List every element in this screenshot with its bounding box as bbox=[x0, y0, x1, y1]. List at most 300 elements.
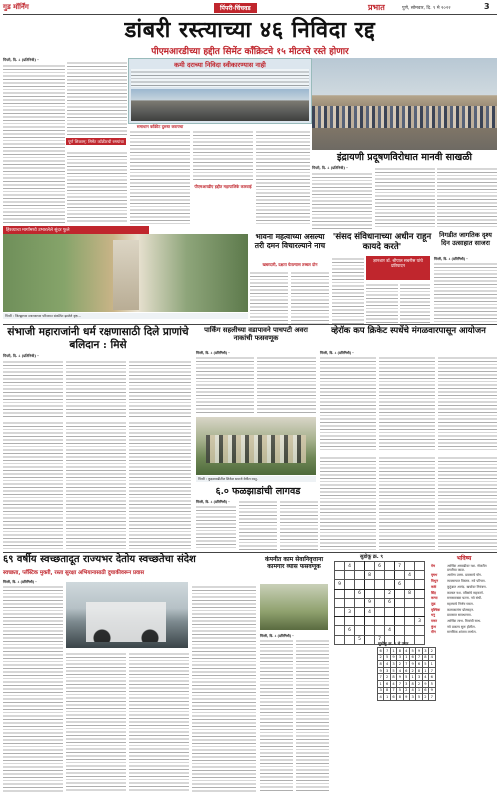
sudoku-cell bbox=[375, 607, 385, 616]
trees-col-2 bbox=[239, 499, 277, 550]
indrayani-col-1 bbox=[312, 171, 372, 229]
sudoku-cell: 8 bbox=[405, 589, 415, 598]
solution-cell: 1 bbox=[378, 680, 384, 687]
solution-cell: 2 bbox=[416, 680, 422, 687]
sudoku-row bbox=[335, 580, 425, 589]
sudoku-cell: 4 bbox=[365, 607, 375, 616]
solution-cell: 9 bbox=[429, 687, 435, 694]
solution-cell: 7 bbox=[397, 680, 403, 687]
solution-cell: 3 bbox=[416, 674, 422, 681]
cricket-col-4 bbox=[320, 455, 376, 550]
horoscope-sign: वृषभ bbox=[431, 573, 438, 578]
sudoku-cell bbox=[395, 589, 405, 598]
lead-inner-heading: कमी दराच्या निविदा स्वीकारण्यास नाही bbox=[174, 61, 266, 69]
sudoku-solution bbox=[377, 647, 436, 701]
solution-cell: 9 bbox=[409, 661, 415, 668]
solution-cell: 5 bbox=[384, 654, 390, 661]
sudoku-cell bbox=[395, 571, 405, 580]
sudoku-cell: 8 bbox=[365, 571, 375, 580]
lead-headline: डांबरी रस्त्याच्या ४६ निविदा रद्द bbox=[124, 17, 376, 43]
cricket-col-3 bbox=[438, 355, 497, 452]
solution-cell: 7 bbox=[403, 661, 409, 668]
sambhaji-col-3 bbox=[129, 359, 191, 417]
constitution-col-2 bbox=[366, 282, 398, 324]
sudoku-cell: 6 bbox=[385, 598, 395, 607]
horoscope-item bbox=[431, 613, 497, 617]
solution-cell: 4 bbox=[422, 674, 428, 681]
horoscope-text: व्यवसायात विस्तार. नवे परिचय. bbox=[447, 579, 486, 584]
solution-cell: 6 bbox=[416, 661, 422, 668]
indrayani-photo bbox=[312, 58, 497, 150]
solution-cell: 5 bbox=[403, 674, 409, 681]
horoscope-text: कामात यश. वरिष्ठांचे सहकार्य. bbox=[447, 590, 484, 595]
cricket-col-6 bbox=[438, 455, 497, 550]
sambhaji-col-5 bbox=[66, 420, 126, 550]
solution-cell: 5 bbox=[397, 687, 403, 694]
lead-subheadline: पीएमआरडीच्या हद्दीत सिमेंट कॉंक्रिटचे १५ मीटरचे रस्ते होणार bbox=[151, 47, 349, 57]
horoscope-item bbox=[431, 579, 497, 583]
sudoku-cell bbox=[365, 562, 375, 571]
horoscope-sign: वृश्चिक bbox=[431, 607, 440, 612]
cleanliness-dateline: पिंपरी, दि. ८ (प्रतिनिधी) - bbox=[3, 580, 37, 584]
sambhaji-col-1 bbox=[3, 359, 63, 417]
solution-cell: 7 bbox=[416, 654, 422, 661]
hero-caption: हिरव्याचा मार्गांमध्ये उभारलेले सुंदर फुले bbox=[3, 226, 149, 234]
horoscope-text: नवे प्रकल्प सुरू होतील. bbox=[447, 624, 476, 629]
solution-cell: 3 bbox=[384, 667, 390, 674]
solution-cell: 3 bbox=[409, 694, 415, 701]
solution-cell: 7 bbox=[429, 694, 435, 701]
sudoku-cell bbox=[355, 562, 365, 571]
solution-cell: 1 bbox=[416, 687, 422, 694]
sudoku-cell bbox=[385, 571, 395, 580]
sudoku-cell: 7 bbox=[375, 635, 385, 644]
pillar-photo bbox=[3, 234, 248, 312]
kamgar-dateline: पिंपरी, दि. ८ (प्रतिनिधी) - bbox=[260, 634, 294, 638]
lead-photo-frame bbox=[128, 58, 312, 124]
solution-cell: 8 bbox=[390, 674, 396, 681]
solution-row bbox=[378, 667, 436, 674]
sudoku-cell bbox=[335, 617, 345, 626]
cricket-col-5 bbox=[379, 455, 435, 550]
sudoku-cell: 5 bbox=[355, 635, 365, 644]
sudoku-cell bbox=[415, 598, 425, 607]
solution-cell: 4 bbox=[390, 680, 396, 687]
solution-cell: 7 bbox=[390, 687, 396, 694]
kamgar-photo bbox=[260, 584, 328, 630]
sudoku-grid bbox=[334, 561, 425, 645]
cricket-col-1 bbox=[320, 355, 376, 452]
horoscope-list bbox=[431, 564, 497, 635]
sudoku-title: सुडोकू क्र. ९ bbox=[360, 554, 384, 560]
solution-row bbox=[378, 687, 436, 694]
sudoku-cell bbox=[355, 598, 365, 607]
kamgar-col-1 bbox=[260, 638, 293, 792]
solution-cell: 1 bbox=[390, 648, 396, 655]
solution-cell: 6 bbox=[390, 694, 396, 701]
solution-cell: 4 bbox=[378, 694, 384, 701]
horoscope-text: कलाकारांना प्रोत्साहन. bbox=[447, 607, 475, 612]
sambhaji-col-6 bbox=[129, 420, 191, 550]
sudoku-cell bbox=[335, 635, 345, 644]
solution-cell: 1 bbox=[403, 654, 409, 661]
sudoku-cell bbox=[405, 607, 415, 616]
parking-dateline: पिंपरी, दि. ८ (प्रतिनिधी) - bbox=[196, 351, 230, 355]
horoscope-sign: मीन bbox=[431, 630, 436, 635]
bhavan-col-1 bbox=[250, 270, 288, 324]
solution-cell: 3 bbox=[390, 661, 396, 668]
sudoku-cell bbox=[335, 598, 345, 607]
solution-cell: 2 bbox=[409, 667, 415, 674]
masthead-left-label: गुड मॉर्निंग bbox=[3, 3, 29, 11]
sudoku-cell: 2 bbox=[385, 589, 395, 598]
horoscope-title: भविष्य bbox=[456, 555, 472, 562]
sudoku-cell bbox=[385, 607, 395, 616]
solution-cell: 8 bbox=[422, 654, 428, 661]
sudoku-cell bbox=[405, 598, 415, 607]
sambhaji-col-2 bbox=[66, 359, 126, 417]
solution-row bbox=[378, 680, 436, 687]
solution-cell: 4 bbox=[397, 667, 403, 674]
indrayani-headline: इंद्रायणी प्रदूषणविरोधात मानवी साखळी bbox=[336, 152, 473, 163]
sudoku-cell bbox=[405, 562, 415, 571]
nigadi-col bbox=[434, 261, 497, 324]
sudoku-cell bbox=[415, 571, 425, 580]
sudoku-cell bbox=[335, 571, 345, 580]
sambhaji-headline: संभाजी महाराजांनी धर्म रक्षणासाठी दिले प्राणांचे बलिदान : मिसे bbox=[7, 326, 189, 351]
lead-col-subhead-1: समाधान कॉंक्रीट दुरुस्त करायचा bbox=[136, 124, 184, 129]
lower-rule bbox=[3, 552, 497, 553]
trees-photo bbox=[196, 417, 316, 475]
horoscope-sign: कर्क bbox=[431, 584, 437, 589]
bhavan-pull: खबरदारी, दक्षता घेतल्यास तब्बल दोन bbox=[262, 262, 318, 267]
solution-cell: 4 bbox=[384, 661, 390, 668]
lead-side-box-title: पूर्ण शिकरम्: सिमेंट कॉंक्रीटची रस्त्यांचा bbox=[66, 138, 126, 145]
solution-cell: 4 bbox=[403, 648, 409, 655]
solution-cell: 2 bbox=[422, 694, 428, 701]
crowd-strip bbox=[312, 106, 497, 128]
sudoku-cell bbox=[335, 562, 345, 571]
solution-cell: 1 bbox=[429, 661, 435, 668]
sudoku-puzzle bbox=[334, 561, 425, 645]
cleanliness-photo bbox=[66, 582, 188, 648]
horoscope-item bbox=[431, 602, 497, 606]
page-number: 3 bbox=[484, 2, 490, 11]
sudoku-cell: 4 bbox=[405, 571, 415, 580]
date-line: पुणे, सोमवार, दि. ९ मे २०२२ bbox=[402, 6, 451, 11]
indrayani-col-3 bbox=[437, 166, 497, 229]
sudoku-row bbox=[335, 562, 425, 571]
sudoku-cell bbox=[355, 607, 365, 616]
lead-col-1 bbox=[3, 63, 65, 223]
sudoku-cell bbox=[375, 626, 385, 635]
solution-cell: 7 bbox=[429, 667, 435, 674]
section-label: पिंपरी-चिंचवड bbox=[214, 3, 257, 13]
horoscope-sign: मिथुन bbox=[431, 579, 438, 584]
paper-logo: प्रभात bbox=[368, 2, 385, 12]
sudoku-cell bbox=[355, 571, 365, 580]
sudoku-cell: 6 bbox=[345, 626, 355, 635]
sudoku-cell bbox=[345, 617, 355, 626]
horoscope-item bbox=[431, 585, 497, 589]
nigadi-headline: निगडीत जागतिक दृश्य दिन उत्साहात साजरा bbox=[439, 231, 492, 247]
sudoku-cell bbox=[345, 598, 355, 607]
solution-cell: 3 bbox=[378, 687, 384, 694]
sudoku-solution-label: सुडोकू क्र. ८ चे उत्तर bbox=[378, 641, 409, 646]
sudoku-cell bbox=[365, 626, 375, 635]
solution-cell: 8 bbox=[409, 680, 415, 687]
horoscope-item bbox=[431, 608, 497, 612]
sudoku-cell bbox=[415, 626, 425, 635]
sudoku-cell bbox=[355, 626, 365, 635]
solution-cell: 9 bbox=[378, 667, 384, 674]
lead-inner-body bbox=[131, 69, 309, 87]
horoscope-text: आरोग्य उत्तम. प्रवासाचे योग. bbox=[447, 573, 483, 578]
sudoku-cell bbox=[375, 589, 385, 598]
solution-cell: 8 bbox=[397, 648, 403, 655]
sudoku-row bbox=[335, 589, 425, 598]
horoscope-panel bbox=[431, 554, 497, 794]
sudoku-cell bbox=[415, 562, 425, 571]
constitution-col-1 bbox=[332, 256, 364, 324]
sudoku-cell bbox=[345, 580, 355, 589]
solution-cell: 5 bbox=[429, 680, 435, 687]
sudoku-cell: 7 bbox=[395, 562, 405, 571]
sudoku-cell bbox=[415, 635, 425, 644]
constitution-box-text: ज्ञानशार डॉ. श्रीपाल सबनीस यांचे प्रतिपादन bbox=[373, 258, 423, 269]
solution-cell: 6 bbox=[378, 648, 384, 655]
cleanliness-col-2 bbox=[66, 651, 126, 792]
solution-cell: 2 bbox=[397, 661, 403, 668]
cricket-headline: व्हेरॉक कप क्रिकेट स्पर्धेचे मंगळवारपासून आयोजन bbox=[331, 326, 486, 336]
sudoku-cell bbox=[365, 617, 375, 626]
lead-col-2b bbox=[67, 150, 127, 224]
sudoku-cell bbox=[375, 617, 385, 626]
horoscope-sign: धनु bbox=[431, 613, 435, 618]
sudoku-cell bbox=[385, 580, 395, 589]
solution-cell: 5 bbox=[416, 694, 422, 701]
solution-row bbox=[378, 661, 436, 668]
sudoku-solution-grid bbox=[377, 647, 436, 701]
parking-col-1 bbox=[196, 355, 254, 415]
sudoku-cell bbox=[355, 617, 365, 626]
sudoku-cell bbox=[395, 626, 405, 635]
sudoku-cell bbox=[405, 626, 415, 635]
sudoku-cell: 3 bbox=[345, 607, 355, 616]
sudoku-cell bbox=[385, 562, 395, 571]
sudoku-cell bbox=[365, 580, 375, 589]
sudoku-cell bbox=[375, 580, 385, 589]
solution-cell: 7 bbox=[378, 674, 384, 681]
solution-cell: 5 bbox=[422, 661, 428, 668]
solution-cell: 2 bbox=[403, 687, 409, 694]
parking-headline: पार्किंग सहलीच्या वडापावने पाचपटी अवरा नाकांची फसवणूक bbox=[204, 326, 308, 343]
lead-col-2 bbox=[67, 60, 127, 136]
sudoku-cell bbox=[335, 626, 345, 635]
trees-col-3 bbox=[280, 499, 318, 550]
sudoku-cell bbox=[345, 635, 355, 644]
solution-cell: 6 bbox=[422, 687, 428, 694]
cleanliness-col-4 bbox=[192, 584, 256, 792]
trees-col-1 bbox=[196, 504, 236, 550]
sudoku-cell bbox=[395, 598, 405, 607]
mid-rule bbox=[3, 324, 497, 325]
horoscope-text: प्रवासात सावधानता. bbox=[447, 613, 472, 618]
sudoku-cell: 9 bbox=[335, 580, 345, 589]
masthead bbox=[0, 0, 500, 16]
sambhaji-dateline: पिंपरी, दि. ८ (प्रतिनिधी) - bbox=[3, 354, 39, 358]
sudoku-cell bbox=[395, 607, 405, 616]
solution-row bbox=[378, 674, 436, 681]
sudoku-cell bbox=[335, 589, 345, 598]
bhavan-headline: भावना महत्वाच्या असल्या तरी दमन विचारल्याने नाच bbox=[254, 232, 326, 250]
horoscope-text: महत्त्वाचे निर्णय घ्याल. bbox=[447, 601, 474, 606]
solution-cell: 1 bbox=[384, 694, 390, 701]
solution-cell: 6 bbox=[409, 654, 415, 661]
solution-cell: 8 bbox=[397, 694, 403, 701]
sudoku-row bbox=[335, 617, 425, 626]
solution-cell: 2 bbox=[384, 674, 390, 681]
sudoku-cell bbox=[375, 598, 385, 607]
solution-cell: 4 bbox=[429, 654, 435, 661]
sudoku-cell bbox=[365, 589, 375, 598]
horoscope-item bbox=[431, 630, 497, 634]
solution-cell: 3 bbox=[397, 654, 403, 661]
horoscope-item bbox=[431, 591, 497, 595]
lead-col-5 bbox=[256, 129, 310, 224]
parking-caption: पिंपरी : कुदळवाडीतील शिरोळ समाजे येथील वस्तू. bbox=[196, 476, 316, 482]
solution-cell: 9 bbox=[390, 654, 396, 661]
pillar-caption: पिंपरी : जिल्ह्याच्या स्मारकाच्या परिसरात संकलित झालेले वृक्ष... bbox=[3, 313, 248, 319]
horoscope-sign: तूळ bbox=[431, 601, 436, 606]
solution-cell: 3 bbox=[403, 680, 409, 687]
horoscope-text: कुटुंबात आनंद. खर्चावर नियंत्रण. bbox=[447, 584, 487, 589]
cricket-col-2 bbox=[379, 355, 435, 452]
horoscope-item bbox=[431, 625, 497, 629]
solution-cell: 1 bbox=[409, 674, 415, 681]
sambhaji-col-4 bbox=[3, 420, 63, 550]
sudoku-cell bbox=[375, 571, 385, 580]
cleanliness-col-3 bbox=[129, 651, 189, 792]
constitution-headline: 'संसद संविधानाच्या अधीन राहून कायदे करते' bbox=[332, 232, 432, 252]
sudoku-cell bbox=[345, 571, 355, 580]
solution-cell: 3 bbox=[422, 648, 428, 655]
lead-col-subhead-2: पीएमआरडीए हद्दीत महापालिके कारवाई bbox=[194, 184, 252, 189]
masthead-rule bbox=[3, 14, 497, 15]
indrayani-dateline: पिंपरी, दि. ८ (प्रतिनिधी) - bbox=[312, 166, 348, 170]
solution-cell: 6 bbox=[403, 667, 409, 674]
horoscope-sign: कन्या bbox=[431, 596, 438, 601]
sudoku-cell: 6 bbox=[375, 562, 385, 571]
horoscope-text: आर्थिक आघाडीवर यश. नोकरीत प्रगतीचा काळ. bbox=[447, 563, 487, 572]
solution-cell: 7 bbox=[384, 648, 390, 655]
solution-cell: 9 bbox=[416, 648, 422, 655]
solution-cell: 9 bbox=[403, 694, 409, 701]
sudoku-row bbox=[335, 626, 425, 635]
sudoku-row bbox=[335, 571, 425, 580]
bhavan-col-2 bbox=[291, 270, 329, 324]
horoscope-text: आर्थिक लाभ. मित्रांची साथ. bbox=[447, 619, 482, 624]
kamgar-headline: कंपनीत काम सेवानिवृत्ताना कामगार व्यास फसवणूक bbox=[265, 556, 323, 570]
indrayani-col-2 bbox=[375, 166, 435, 229]
nigadi-dateline: पिंपरी, दि. ८ (प्रतिनिधी) - bbox=[434, 257, 468, 261]
horoscope-sign: मेष bbox=[431, 563, 435, 568]
lead-col-4 bbox=[193, 129, 253, 181]
sudoku-cell: 4 bbox=[345, 562, 355, 571]
sudoku-cell bbox=[415, 589, 425, 598]
sudoku-cell bbox=[415, 580, 425, 589]
trees-headline: ६.० फळझाडांची लागवड bbox=[215, 486, 301, 497]
lead-road-photo bbox=[131, 89, 309, 121]
pillar-monument bbox=[113, 240, 139, 310]
sudoku-cell bbox=[405, 580, 415, 589]
sudoku-cell bbox=[385, 617, 395, 626]
parking-col-2 bbox=[257, 355, 316, 415]
solution-cell: 6 bbox=[429, 674, 435, 681]
horoscope-text: मनासारख्या घटना. नवे संधी. bbox=[447, 596, 483, 601]
sudoku-cell bbox=[355, 580, 365, 589]
solution-cell: 8 bbox=[378, 661, 384, 668]
solution-cell: 2 bbox=[378, 654, 384, 661]
cleanliness-headline: ६९ वर्षीय स्वच्छतादूत राज्यभर देतोय स्वच्छतेचा संदेश bbox=[3, 554, 196, 565]
horoscope-item bbox=[431, 596, 497, 600]
solution-cell: 5 bbox=[390, 667, 396, 674]
solution-cell: 9 bbox=[397, 674, 403, 681]
sudoku-cell: 4 bbox=[385, 626, 395, 635]
horoscope-sign: कुंभ bbox=[431, 624, 436, 629]
solution-cell: 4 bbox=[409, 687, 415, 694]
cricket-dateline: पिंपरी, दि. ८ (प्रतिनिधी) - bbox=[320, 351, 354, 355]
horoscope-text: मानसिक शांतता लाभेल. bbox=[447, 630, 477, 635]
sudoku-cell bbox=[405, 617, 415, 626]
solution-cell: 8 bbox=[384, 687, 390, 694]
solution-cell: 8 bbox=[416, 667, 422, 674]
solution-cell: 6 bbox=[384, 680, 390, 687]
lead-col-3 bbox=[130, 129, 190, 224]
sudoku-cell: 9 bbox=[365, 598, 375, 607]
horoscope-sign: मकर bbox=[431, 619, 438, 624]
solution-row bbox=[378, 694, 436, 701]
sudoku-row bbox=[335, 607, 425, 616]
solution-cell: 5 bbox=[409, 648, 415, 655]
scooter-shape bbox=[86, 602, 166, 642]
trees-dateline: पिंपरी, दि. ८ (प्रतिनिधी) - bbox=[196, 500, 230, 504]
lead-dateline: पिंपरी, दि. ८ (प्रतिनिधी) - bbox=[3, 58, 39, 62]
sudoku-cell: 6 bbox=[355, 589, 365, 598]
solution-cell: 1 bbox=[422, 667, 428, 674]
sudoku-cell: 6 bbox=[395, 580, 405, 589]
solution-cell: 2 bbox=[429, 648, 435, 655]
sudoku-cell: 3 bbox=[415, 617, 425, 626]
horoscope-sign: सिंह bbox=[431, 590, 436, 595]
sudoku-cell bbox=[335, 607, 345, 616]
trees-people bbox=[206, 435, 306, 463]
sudoku-cell bbox=[345, 589, 355, 598]
cleanliness-subheadline: स्वच्छता, प्लॅस्टिक मुक्ती, रस्ता सुरक्षा अभियानासाठी दुचाकीवरून प्रवास bbox=[3, 570, 145, 576]
cleanliness-col-1 bbox=[3, 584, 63, 792]
solution-cell: 9 bbox=[422, 680, 428, 687]
solution-row bbox=[378, 654, 436, 661]
sudoku-cell bbox=[365, 635, 375, 644]
sudoku-cell bbox=[415, 607, 425, 616]
sudoku-cell bbox=[395, 617, 405, 626]
sudoku-row bbox=[335, 598, 425, 607]
horoscope-item bbox=[431, 619, 497, 623]
horoscope-item bbox=[431, 573, 497, 577]
kamgar-col-2 bbox=[296, 638, 329, 792]
constitution-col-3 bbox=[400, 282, 430, 324]
constitution-box bbox=[366, 256, 430, 280]
